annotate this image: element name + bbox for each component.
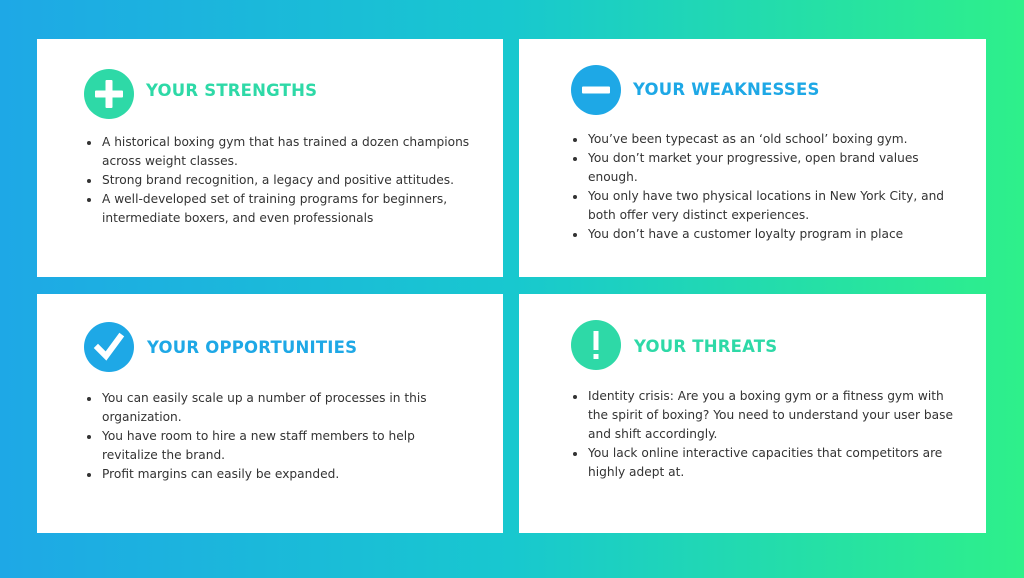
opportunities-title: YOUR OPPORTUNITIES [147, 338, 358, 357]
threats-item: • Identity crisis: Are you a boxing gym or a fitness gym with the spirit of boxing? You need to understand your user base and shift accordingly. [587, 387, 957, 444]
strengths-list [86, 133, 471, 228]
opportunities-item: • You have room to hire a new staff members to help revitalize the brand. [101, 427, 471, 465]
threats-list [572, 387, 957, 482]
weaknesses-title: YOUR WEAKNESSES [633, 80, 820, 99]
exclamation-icon [571, 320, 621, 370]
strengths-title: YOUR STRENGTHS [146, 81, 318, 100]
minus-icon [571, 65, 621, 115]
strengths-item: • A well-developed set of training programs for beginners, intermediate boxers, and even professionals [101, 190, 471, 228]
opportunities-card [37, 294, 503, 533]
opportunities-item: • Profit margins can easily be expanded. [101, 465, 471, 484]
checkmark-icon [84, 322, 134, 372]
opportunities-item: • You can easily scale up a number of processes in this organization. [101, 389, 471, 427]
weaknesses-item: • You don’t market your progressive, open brand values enough. [587, 149, 957, 187]
strengths-card [37, 39, 503, 277]
weaknesses-item: • You don’t have a customer loyalty program in place [587, 225, 957, 244]
plus-icon [84, 69, 134, 119]
threats-title: YOUR THREATS [634, 337, 778, 356]
opportunities-list [86, 389, 471, 484]
weaknesses-list [572, 130, 957, 244]
weaknesses-card [519, 39, 986, 277]
strengths-item: • Strong brand recognition, a legacy and positive attitudes. [101, 171, 471, 190]
threats-card [519, 294, 986, 533]
threats-item: • You lack online interactive capacities that competitors are highly adept at. [587, 444, 957, 482]
strengths-item: • A historical boxing gym that has trained a dozen champions across weight classes. [101, 133, 471, 171]
weaknesses-item: • You’ve been typecast as an ‘old school’ boxing gym. [587, 130, 957, 149]
weaknesses-item: • You only have two physical locations in New York City, and both offer very distinct experiences. [587, 187, 957, 225]
